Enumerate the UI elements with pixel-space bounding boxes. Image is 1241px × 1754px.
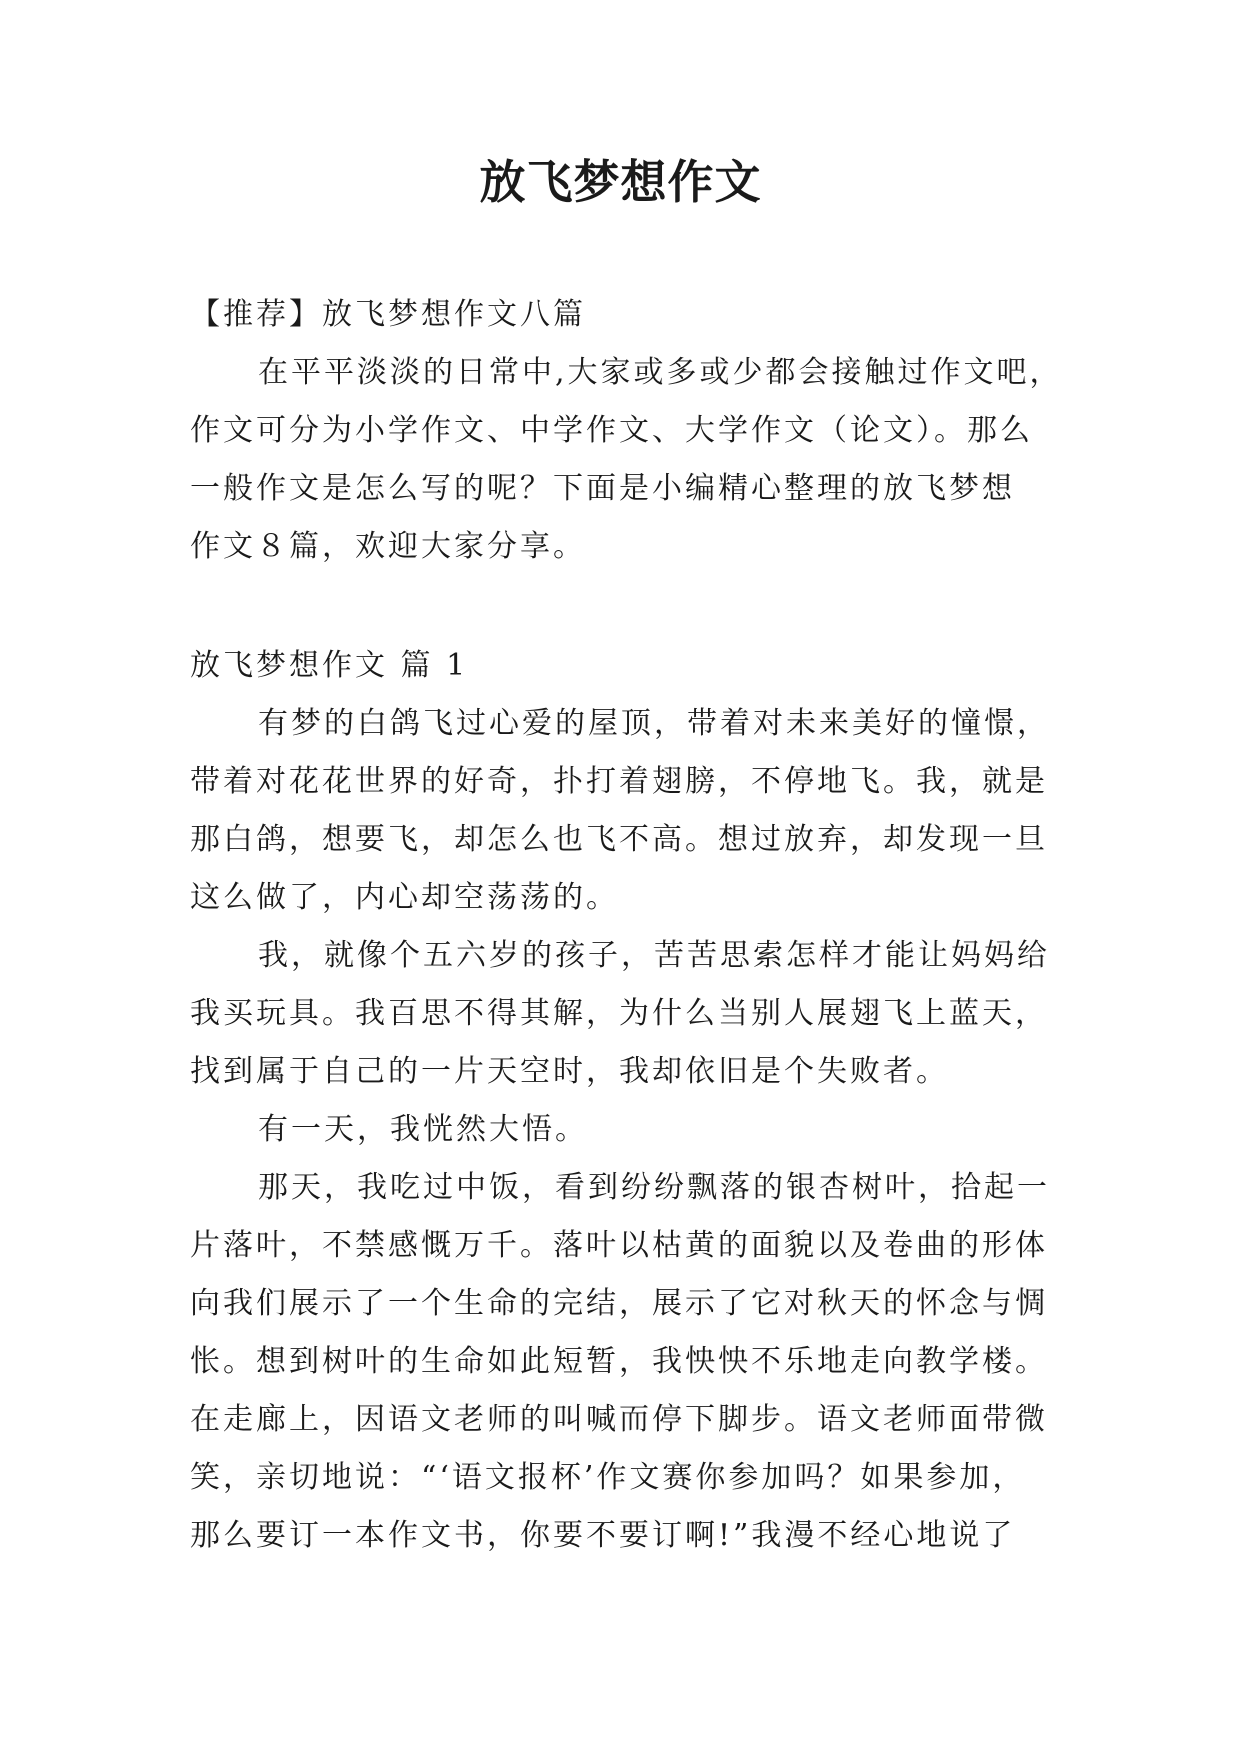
paragraph-line: 在走廊上，因语文老师的叫喊而停下脚步。语文老师面带微 <box>190 1402 1048 1437</box>
intro-line: 在平平淡淡的日常中,大家或多或少都会接触过作文吧， <box>258 355 1063 390</box>
paragraph-line: 怅。想到树叶的生命如此短暂，我怏怏不乐地走向教学楼。 <box>190 1344 1048 1379</box>
paragraph-line: 带着对花花世界的好奇，扑打着翅膀，不停地飞。我，就是 <box>190 764 1048 799</box>
paragraph-line: 向我们展示了一个生命的完结，展示了它对秋天的怀念与惆 <box>190 1286 1048 1321</box>
recommend-line: 【推荐】放飞梦想作文八篇 <box>190 297 586 332</box>
intro-line: 作文８篇，欢迎大家分享。 <box>190 529 586 564</box>
intro-line: 一般作文是怎么写的呢？下面是小编精心整理的放飞梦想 <box>190 471 1015 506</box>
paragraph-line: 找到属于自己的一片天空时，我却依旧是个失败者。 <box>190 1054 949 1089</box>
paragraph-2 <box>190 927 1056 1101</box>
paragraph-1 <box>190 695 1056 927</box>
paragraph-line: 我，就像个五六岁的孩子，苦苦思索怎样才能让妈妈给 <box>258 938 1050 973</box>
intro-paragraph <box>190 344 1063 576</box>
paragraph-line: 那白鸽，想要飞，却怎么也飞不高。想过放弃，却发现一旦 <box>190 822 1048 857</box>
paragraph-line: 那天，我吃过中饭，看到纷纷飘落的银杏树叶，拾起一 <box>258 1170 1050 1205</box>
paragraph-line: 有一天，我恍然大悟。 <box>258 1112 588 1147</box>
document-body <box>190 286 1063 1565</box>
paragraph-3 <box>190 1101 1056 1159</box>
section-spacer <box>190 576 1056 637</box>
paragraph-line: 片落叶，不禁感慨万千。落叶以枯黄的面貌以及卷曲的形体 <box>190 1228 1048 1263</box>
document-title: 放飞梦想作文 <box>479 155 762 209</box>
paragraph-line: 笑，亲切地说：“‘语文报杯’作文赛你参加吗？如果参加， <box>190 1460 1026 1495</box>
paragraph-line: 有梦的白鸽飞过心爱的屋顶，带着对未来美好的憧憬， <box>258 706 1050 741</box>
paragraph-line: 这么做了，内心却空荡荡的。 <box>190 880 619 915</box>
section-heading: 放飞梦想作文 篇 1 <box>190 648 469 683</box>
intro-line: 作文可分为小学作文、中学作文、大学作文（论文）。那么 <box>190 413 1033 448</box>
paragraph-4 <box>190 1159 1056 1565</box>
paragraph-line: 那么要订一本作文书，你要不要订啊!”我漫不经心地说了 <box>190 1518 1016 1553</box>
paragraph-line: 我买玩具。我百思不得其解，为什么当别人展翅飞上蓝天， <box>190 996 1048 1031</box>
